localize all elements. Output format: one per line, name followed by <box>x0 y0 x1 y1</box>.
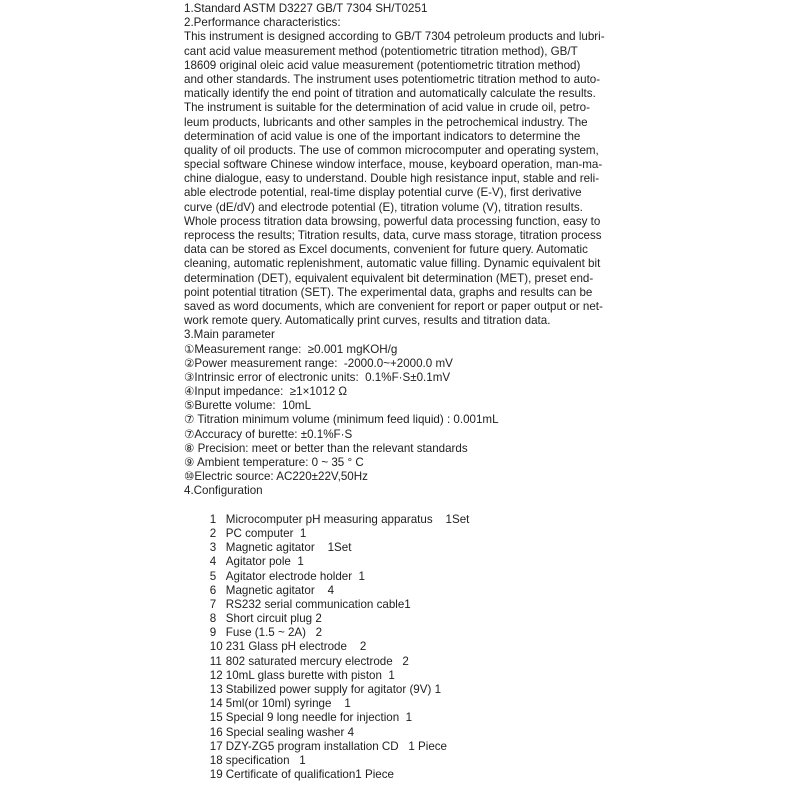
configuration-item-text: RS232 serial communication cable1 <box>225 597 411 611</box>
configuration-item-number: 19 <box>209 768 223 782</box>
configuration-item-number: 15 <box>209 711 223 725</box>
performance-text-line: saved as word documents, which are convenient for report or paper output or net- <box>184 299 603 313</box>
configuration-item-number: 3 <box>209 541 217 555</box>
performance-text-line: Whole process titration data browsing, powerful data processing function, easy to <box>184 214 601 228</box>
configuration-item-number: 8 <box>209 612 217 626</box>
parameter-line: ②Power measurement range: -2000.0~+2000.0 mV <box>184 356 453 370</box>
performance-text-line: determination (DET), equivalent equivalent bit determination (MET), preset end- <box>184 271 594 285</box>
performance-text-line: This instrument is designed according to GB/T 7304 petroleum products and lubri- <box>184 30 605 44</box>
configuration-item-text: Short circuit plug 2 <box>225 612 322 626</box>
document-body <box>184 2 624 782</box>
configuration-item <box>184 499 624 526</box>
configuration-item-number: 13 <box>209 683 223 697</box>
performance-text-line: curve (dE/dV) and electrode potential (E), titration volume (V), titration results. <box>184 200 583 214</box>
performance-heading: 2.Performance characteristics: <box>184 16 341 30</box>
configuration-item-number: 1 <box>209 512 217 526</box>
configuration-item-text: Fuse (1.5 ~ 2A) 2 <box>225 626 323 640</box>
configuration-heading: 4.Configuration <box>184 484 263 498</box>
configuration-item-number: 5 <box>209 569 217 583</box>
parameter-line: ⑨ Ambient temperature: 0 ~ 35 ° C <box>184 456 364 469</box>
performance-text-line: quality of oil products. The use of common microcomputer and operating system, <box>184 143 599 157</box>
performance-text-line: matically identify the end point of titration and automatically calculate the results. <box>184 87 596 101</box>
configuration-item-number: 12 <box>209 668 223 682</box>
configuration-item-number: 18 <box>209 753 223 767</box>
configuration-item-text: Stabilized power supply for agitator (9V) 1 <box>225 683 442 697</box>
configuration-item-text: Certificate of qualification1 Piece <box>225 768 394 782</box>
performance-paragraph <box>184 30 624 328</box>
configuration-item-number: 4 <box>209 555 217 569</box>
main-parameter-heading: 3.Main parameter <box>184 328 275 342</box>
configuration-list <box>184 499 624 782</box>
configuration-item-text: Special 9 long needle for injection 1 <box>225 711 413 725</box>
configuration-item-text: Microcomputer pH measuring apparatus 1Set <box>225 512 470 526</box>
configuration-item-number: 16 <box>209 725 223 739</box>
performance-text-line: The instrument is suitable for the determination of acid value in crude oil, petro- <box>184 101 590 115</box>
performance-text-line: work remote query. Automatically print curves, results and titration data. <box>184 314 551 328</box>
performance-text-line: cant acid value measurement method (potentiometric titration method), GB/T <box>184 44 578 58</box>
configuration-item-text: 5ml(or 10ml) syringe 1 <box>225 697 351 711</box>
parameter-list <box>184 343 624 485</box>
configuration-item-text: Magnetic agitator 1Set <box>225 541 352 555</box>
configuration-item-text: 10mL glass burette with piston 1 <box>225 668 395 682</box>
parameter-line: ③Intrinsic error of electronic units: 0.1%F·S±0.1mV <box>184 370 451 384</box>
configuration-item-number: 6 <box>209 583 217 597</box>
performance-text-line: point potential titration (SET). The experimental data, graphs and results can be <box>184 285 593 299</box>
configuration-item-number: 14 <box>209 697 223 711</box>
configuration-item-text: 802 saturated mercury electrode 2 <box>225 654 409 668</box>
performance-text-line: chine dialogue, easy to understand. Double high resistance input, stable and reli- <box>184 172 600 186</box>
performance-text-line: and other standards. The instrument uses potentiometric titration method to auto- <box>184 72 601 86</box>
parameter-line: ⑩Electric source: AC220±22V,50Hz <box>184 470 368 484</box>
performance-text-line: special software Chinese window interface, mouse, keyboard operation, man-ma- <box>184 158 603 172</box>
performance-text-line: cleaning, automatic replenishment, automatic value filling. Dynamic equivalent bit <box>184 257 601 271</box>
configuration-item-text: specification 1 <box>225 753 306 767</box>
configuration-item-text: Agitator electrode holder 1 <box>225 569 365 583</box>
configuration-item-number: 7 <box>209 597 217 611</box>
parameter-line: ⑦ Titration minimum volume (minimum feed liquid) : 0.001mL <box>184 413 499 427</box>
configuration-item-text: PC computer 1 <box>225 526 307 540</box>
parameter-line: ⑧ Precision: meet or better than the relevant standards <box>184 441 468 455</box>
configuration-item-number: 11 <box>209 654 222 668</box>
performance-text-line: leum products, lubricants and other samples in the petrochemical industry. The <box>184 115 588 129</box>
configuration-item-text: Agitator pole 1 <box>225 555 304 569</box>
standard-line: 1.Standard ASTM D3227 GB/T 7304 SH/T0251 <box>184 2 428 15</box>
parameter-line: ⑦Accuracy of burette: ±0.1%F·S <box>184 427 353 441</box>
configuration-item-text: 231 Glass pH electrode 2 <box>225 640 367 654</box>
configuration-item-text: Special sealing washer 4 <box>225 725 355 739</box>
parameter-line: ①Measurement range: ≥0.001 mgKOH/g <box>184 342 398 356</box>
configuration-item-text: Magnetic agitator 4 <box>225 583 335 597</box>
configuration-item-number: 9 <box>209 626 217 640</box>
parameter-line: ④Input impedance: ≥1×1012 Ω <box>184 385 348 399</box>
performance-text-line: reprocess the results; Titration results, data, curve mass storage, titration process <box>184 229 602 242</box>
performance-text-line: 18609 original oleic acid value measurement (potentiometric titration method) <box>184 58 581 72</box>
parameter-line: ⑤Burette volume: 10mL <box>184 399 312 413</box>
configuration-item-number: 10 <box>209 640 223 654</box>
performance-text-line: data can be stored as Excel documents, convenient for future query. Automatic <box>184 243 588 257</box>
configuration-item-text: DZY-ZG5 program installation CD 1 Piece <box>225 739 448 753</box>
configuration-item-number: 2 <box>209 526 217 540</box>
performance-text-line: determination of acid value is one of the important indicators to determine the <box>184 129 581 143</box>
configuration-item-number: 17 <box>209 739 223 753</box>
performance-text-line: able electrode potential, real-time display potential curve (E-V), first derivative <box>184 186 582 200</box>
